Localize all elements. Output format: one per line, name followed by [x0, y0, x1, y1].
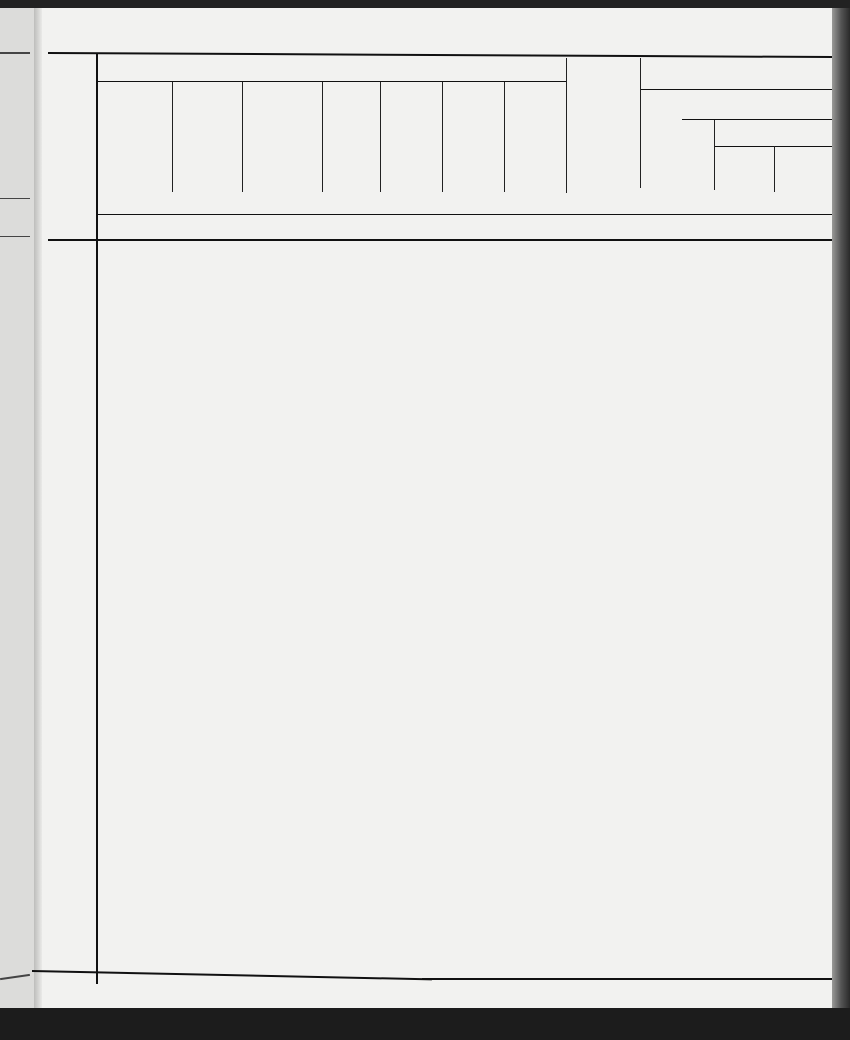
- col-divider: [774, 146, 775, 192]
- col-header-75: [506, 88, 566, 92]
- col-divider: [566, 58, 567, 193]
- scan-bottom-edge: [0, 1008, 850, 1040]
- left-rule-bottom: [0, 974, 30, 980]
- col-divider: [172, 82, 173, 192]
- eeg-rule: [714, 146, 832, 147]
- bottom-rule-left: [32, 970, 432, 980]
- col-header-74: [444, 88, 504, 102]
- left-page-edge: [0, 8, 34, 1008]
- col-divider: [504, 82, 505, 192]
- col-divider: [714, 120, 715, 190]
- col-header-72: [324, 88, 380, 142]
- bottom-rule-right: [422, 978, 832, 980]
- document-page: [42, 8, 832, 1008]
- col-divider: [442, 82, 443, 192]
- colnum-bottom-rule: [48, 239, 832, 241]
- group-rule: [96, 81, 566, 82]
- left-rule-mid2: [0, 236, 30, 237]
- waarvan-rule: [682, 119, 832, 120]
- col-header-73: [382, 88, 442, 126]
- col-divider: [322, 82, 323, 192]
- left-rule-top: [0, 52, 30, 54]
- waarvan-top-rule: [640, 89, 832, 90]
- col-divider: [242, 82, 243, 192]
- left-rule-mid: [0, 198, 30, 199]
- col-divider: [380, 82, 381, 192]
- page-right-edge: [832, 8, 850, 1008]
- book-spine: [34, 8, 42, 1008]
- col-header-69: [98, 88, 172, 96]
- top-rule: [48, 52, 832, 58]
- col-divider: [640, 58, 641, 188]
- scan-top-edge: [0, 0, 850, 8]
- stub-divider: [96, 54, 98, 984]
- colnum-top-rule: [96, 214, 832, 215]
